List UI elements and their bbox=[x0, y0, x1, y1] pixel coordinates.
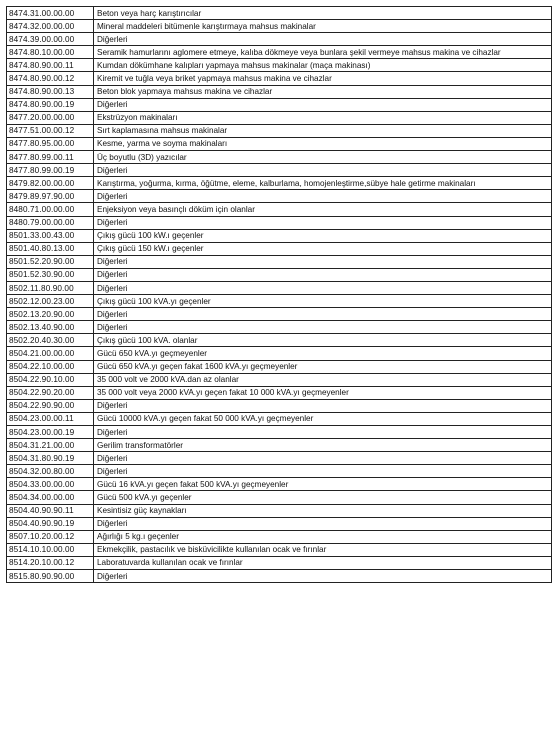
table-row bbox=[7, 255, 552, 268]
table-row bbox=[7, 478, 552, 491]
description-cell: Mineral maddeleri bitümenle karıştırmaya mahsus makinalar bbox=[94, 20, 552, 33]
tariff-code-cell: 8515.80.90.90.00 bbox=[7, 570, 94, 583]
tariff-code-cell: 8504.22.90.10.00 bbox=[7, 373, 94, 386]
tariff-code-cell: 8477.80.99.00.11 bbox=[7, 151, 94, 164]
description-cell: Diğerleri bbox=[94, 517, 552, 530]
table-row bbox=[7, 347, 552, 360]
tariff-code-cell: 8477.80.95.00.00 bbox=[7, 137, 94, 150]
description-cell: 35 000 volt veya 2000 kVA.yı geçen fakat 10 000 kVA.yı geçmeyenler bbox=[94, 386, 552, 399]
tariff-code-cell: 8504.40.90.90.11 bbox=[7, 504, 94, 517]
tariff-code-cell: 8474.39.00.00.00 bbox=[7, 33, 94, 46]
table-row bbox=[7, 465, 552, 478]
tariff-code-table bbox=[6, 6, 552, 583]
description-cell: Ağırlığı 5 kg.ı geçenler bbox=[94, 530, 552, 543]
table-row bbox=[7, 268, 552, 281]
tariff-code-cell: 8504.31.80.90.19 bbox=[7, 452, 94, 465]
table-row bbox=[7, 517, 552, 530]
table-row bbox=[7, 570, 552, 583]
description-cell: Kiremit ve tuğla veya briket yapmaya mahsus makina ve cihazlar bbox=[94, 72, 552, 85]
description-cell: Diğerleri bbox=[94, 98, 552, 111]
table-row bbox=[7, 98, 552, 111]
description-cell: Çıkış gücü 100 kVA. olanlar bbox=[94, 334, 552, 347]
description-cell: Enjeksiyon veya basınçlı döküm için olanlar bbox=[94, 203, 552, 216]
table-row bbox=[7, 20, 552, 33]
description-cell: Karıştırma, yoğurma, kırma, öğütme, eleme, kalburlama, homojenleştirme,sübye hale getirme makinaları bbox=[94, 177, 552, 190]
table-row bbox=[7, 164, 552, 177]
tariff-code-cell: 8474.80.90.00.13 bbox=[7, 85, 94, 98]
tariff-code-cell: 8480.79.00.00.00 bbox=[7, 216, 94, 229]
tariff-code-cell: 8504.33.00.00.00 bbox=[7, 478, 94, 491]
description-cell: Beton veya harç karıştırıcılar bbox=[94, 7, 552, 20]
table-row bbox=[7, 412, 552, 425]
table-row bbox=[7, 7, 552, 20]
tariff-code-cell: 8507.10.20.00.12 bbox=[7, 530, 94, 543]
table-row bbox=[7, 556, 552, 569]
description-cell: Diğerleri bbox=[94, 399, 552, 412]
table-row bbox=[7, 386, 552, 399]
tariff-code-cell: 8501.52.20.90.00 bbox=[7, 255, 94, 268]
tariff-code-cell: 8504.32.00.80.00 bbox=[7, 465, 94, 478]
table-row bbox=[7, 111, 552, 124]
description-cell: Çıkış gücü 150 kW.ı geçenler bbox=[94, 242, 552, 255]
tariff-code-cell: 8504.31.21.00.00 bbox=[7, 439, 94, 452]
description-cell: Diğerleri bbox=[94, 33, 552, 46]
table-row bbox=[7, 530, 552, 543]
description-cell: Gücü 16 kVA.yı geçen fakat 500 kVA.yı geçmeyenler bbox=[94, 478, 552, 491]
tariff-code-cell: 8504.22.90.90.00 bbox=[7, 399, 94, 412]
tariff-code-cell: 8504.23.00.00.19 bbox=[7, 426, 94, 439]
tariff-code-cell: 8504.22.10.00.00 bbox=[7, 360, 94, 373]
tariff-code-cell: 8474.80.90.00.11 bbox=[7, 59, 94, 72]
description-cell: Çıkış gücü 100 kVA.yı geçenler bbox=[94, 295, 552, 308]
description-cell: Gücü 10000 kVA.yı geçen fakat 50 000 kVA.yı geçmeyenler bbox=[94, 412, 552, 425]
table-row bbox=[7, 72, 552, 85]
tariff-code-cell: 8504.23.00.00.11 bbox=[7, 412, 94, 425]
description-cell: Üç boyutlu (3D) yazıcılar bbox=[94, 151, 552, 164]
table-row bbox=[7, 85, 552, 98]
tariff-code-cell: 8502.12.00.23.00 bbox=[7, 295, 94, 308]
table-row bbox=[7, 321, 552, 334]
table-row bbox=[7, 177, 552, 190]
table-row bbox=[7, 543, 552, 556]
tariff-code-cell: 8504.21.00.00.00 bbox=[7, 347, 94, 360]
description-cell: Seramik hamurlarını aglomere etmeye, kalıba dökmeye veya bunlara şekil vermeye mahsus makina ve cihazlar bbox=[94, 46, 552, 59]
table-row bbox=[7, 373, 552, 386]
description-cell: Diğerleri bbox=[94, 268, 552, 281]
table-row bbox=[7, 504, 552, 517]
tariff-code-cell: 8502.20.40.30.00 bbox=[7, 334, 94, 347]
tariff-code-cell: 8479.82.00.00.00 bbox=[7, 177, 94, 190]
description-cell: Diğerleri bbox=[94, 164, 552, 177]
tariff-code-cell: 8504.22.90.20.00 bbox=[7, 386, 94, 399]
table-row bbox=[7, 137, 552, 150]
table-row bbox=[7, 295, 552, 308]
table-row bbox=[7, 59, 552, 72]
description-cell: Gerilim transformatörler bbox=[94, 439, 552, 452]
description-cell: Ekstrüzyon makinaları bbox=[94, 111, 552, 124]
tariff-code-cell: 8474.80.90.00.19 bbox=[7, 98, 94, 111]
table-row bbox=[7, 216, 552, 229]
table-row bbox=[7, 360, 552, 373]
tariff-code-cell: 8474.80.90.00.12 bbox=[7, 72, 94, 85]
tariff-code-cell: 8502.13.20.90.00 bbox=[7, 308, 94, 321]
tariff-code-cell: 8501.33.00.43.00 bbox=[7, 229, 94, 242]
table-row bbox=[7, 399, 552, 412]
tariff-code-cell: 8477.80.99.00.19 bbox=[7, 164, 94, 177]
tariff-code-cell: 8474.32.00.00.00 bbox=[7, 20, 94, 33]
tariff-code-cell: 8477.51.00.00.12 bbox=[7, 124, 94, 137]
tariff-code-cell: 8474.31.00.00.00 bbox=[7, 7, 94, 20]
tariff-code-cell: 8474.80.10.00.00 bbox=[7, 46, 94, 59]
description-cell: Kesme, yarma ve soyma makinaları bbox=[94, 137, 552, 150]
description-cell: Diğerleri bbox=[94, 452, 552, 465]
table-row bbox=[7, 229, 552, 242]
tariff-code-cell: 8514.10.10.00.00 bbox=[7, 543, 94, 556]
tariff-code-cell: 8502.11.80.90.00 bbox=[7, 281, 94, 294]
table-row bbox=[7, 308, 552, 321]
description-cell: Diğerleri bbox=[94, 190, 552, 203]
table-row bbox=[7, 491, 552, 504]
tariff-code-cell: 8501.52.30.90.00 bbox=[7, 268, 94, 281]
tariff-code-cell: 8501.40.80.13.00 bbox=[7, 242, 94, 255]
description-cell: Sırt kaplamasına mahsus makinalar bbox=[94, 124, 552, 137]
description-cell: Diğerleri bbox=[94, 321, 552, 334]
table-row bbox=[7, 452, 552, 465]
table-row bbox=[7, 33, 552, 46]
table-row bbox=[7, 190, 552, 203]
tariff-code-cell: 8480.71.00.00.00 bbox=[7, 203, 94, 216]
table-row bbox=[7, 281, 552, 294]
description-cell: Diğerleri bbox=[94, 308, 552, 321]
description-cell: Diğerleri bbox=[94, 465, 552, 478]
description-cell: Ekmekçilik, pastacılık ve bisküvicilikte kullanılan ocak ve fırınlar bbox=[94, 543, 552, 556]
table-row bbox=[7, 426, 552, 439]
tariff-code-cell: 8514.20.10.00.12 bbox=[7, 556, 94, 569]
table-row bbox=[7, 334, 552, 347]
description-cell: Çıkış gücü 100 kW.ı geçenler bbox=[94, 229, 552, 242]
table-row bbox=[7, 151, 552, 164]
description-cell: Kesintisiz güç kaynakları bbox=[94, 504, 552, 517]
tariff-code-cell: 8504.34.00.00.00 bbox=[7, 491, 94, 504]
table-row bbox=[7, 242, 552, 255]
description-cell: Diğerleri bbox=[94, 281, 552, 294]
description-cell: Diğerleri bbox=[94, 426, 552, 439]
description-cell: Diğerleri bbox=[94, 216, 552, 229]
tariff-code-cell: 8502.13.40.90.00 bbox=[7, 321, 94, 334]
tariff-code-cell: 8479.89.97.90.00 bbox=[7, 190, 94, 203]
tariff-code-cell: 8477.20.00.00.00 bbox=[7, 111, 94, 124]
description-cell: Gücü 650 kVA.yı geçen fakat 1600 kVA.yı geçmeyenler bbox=[94, 360, 552, 373]
table-body bbox=[7, 7, 552, 583]
tariff-code-cell: 8504.40.90.90.19 bbox=[7, 517, 94, 530]
table-row bbox=[7, 124, 552, 137]
table-row bbox=[7, 203, 552, 216]
description-cell: Gücü 650 kVA.yı geçmeyenler bbox=[94, 347, 552, 360]
description-cell: 35 000 volt ve 2000 kVA.dan az olanlar bbox=[94, 373, 552, 386]
table-row bbox=[7, 439, 552, 452]
description-cell: Kumdan dökümhane kalıpları yapmaya mahsus makinalar (maça makinası) bbox=[94, 59, 552, 72]
description-cell: Laboratuvarda kullanılan ocak ve fırınlar bbox=[94, 556, 552, 569]
description-cell: Beton blok yapmaya mahsus makina ve cihazlar bbox=[94, 85, 552, 98]
description-cell: Gücü 500 kVA.yı geçenler bbox=[94, 491, 552, 504]
description-cell: Diğerleri bbox=[94, 570, 552, 583]
table-row bbox=[7, 46, 552, 59]
description-cell: Diğerleri bbox=[94, 255, 552, 268]
